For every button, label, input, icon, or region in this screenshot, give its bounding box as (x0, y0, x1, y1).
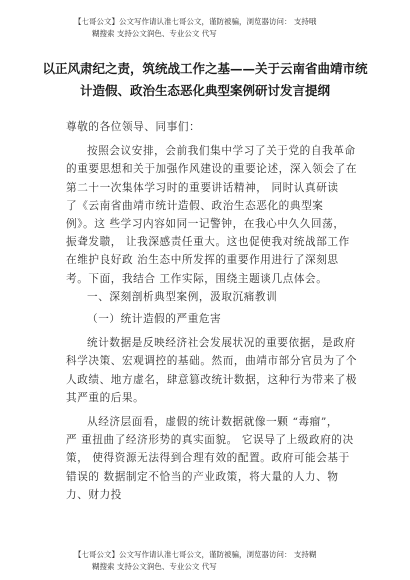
paragraph-intro (66, 142, 362, 288)
header-watermark-note (74, 16, 374, 40)
paragraph-line: 振聋发聩， 让我深感责任重大。这也促使我对统战部工作 (66, 236, 350, 249)
paragraph-line: 的重要思想和关于加强作风建设的重要论述，深入领会了在 (66, 163, 358, 176)
footer-note-line: 【七哥公文】公文写作请认准七哥公文，谨防被骗，浏览器访问： 支持糊 (74, 550, 317, 559)
header-note-line: 【七哥公文】公文写作请认准七哥公文，谨防被骗，浏览器访问： 支持哦 (74, 17, 317, 26)
paragraph-line: 错误的 数据制定不恰当的产业政策，将大量的人力、物 (66, 470, 339, 483)
paragraph-line: 力、财力投 (66, 488, 122, 501)
paragraph-line: 人政绩、地方虚名，肆意篡改统计数据，这种行为带来了极 (66, 373, 358, 386)
subsection-heading: （一）统计造假的严重危害 (87, 313, 222, 326)
title-line: 计造假、政治生态恶化典型案例研讨发言提纲 (79, 83, 330, 98)
paragraph-line: 例》。这 些学习内容如同一记警钟，在我心中久久回荡， (66, 218, 345, 231)
paragraph-line: 从经济层面看，虚假的统计数据就像一颗 “毒瘤”， (87, 416, 339, 429)
paragraph-line: 在维护良好政 治生态中所发挥的重要作用进行了深刻思 (66, 254, 339, 267)
paragraph-line: 科学决策、宏观调控的基础。然而，曲靖市部分官员为了个 (66, 355, 358, 368)
footer-note-line: 糊搜索 支持公文润色、专业公文 代写 (92, 562, 217, 571)
paragraph-economic (66, 413, 362, 504)
paragraph-line: 按照会议安排，会前我们集中学习了关于党的自我革命 (87, 145, 356, 158)
header-note-line: 糊搜索 支持公文润色、专业公文 代写 (92, 29, 217, 38)
paragraph-line: 严 重扭曲了经济形势的真实面貌。 它误导了上级政府的决 (66, 434, 354, 447)
paragraph-line: 统计数据是反映经济社会发展状况的重要依据，是政府 (87, 337, 356, 350)
paragraph-line: 策， 使得资源无法得到合理有效的配置。政府可能会基于 (66, 452, 350, 465)
document-body (66, 118, 362, 504)
salutation: 尊敬的各位领导、同事们： (66, 121, 201, 133)
title-line: 以正风肃纪之责，筑统战工作之基——关于云南省曲靖市统 (42, 61, 368, 76)
paragraph-line: 其严重的后果。 (66, 391, 145, 404)
paragraph-line: 考。下面，我结合 工作实际，围绕主题谈几点体会。 (66, 272, 328, 285)
footer-watermark-note (74, 549, 374, 573)
section-heading: 一、深刻剖析典型案例，汲取沉痛教训 (87, 290, 278, 303)
paragraph-statistics (66, 334, 362, 407)
paragraph-line: 了《云南省曲靖市统计造假、政治生态恶化的典型案 (66, 199, 324, 212)
paragraph-line: 第二十一次集体学习时的重要讲话精神， 同时认真研读 (66, 181, 339, 194)
document-title (40, 58, 370, 102)
